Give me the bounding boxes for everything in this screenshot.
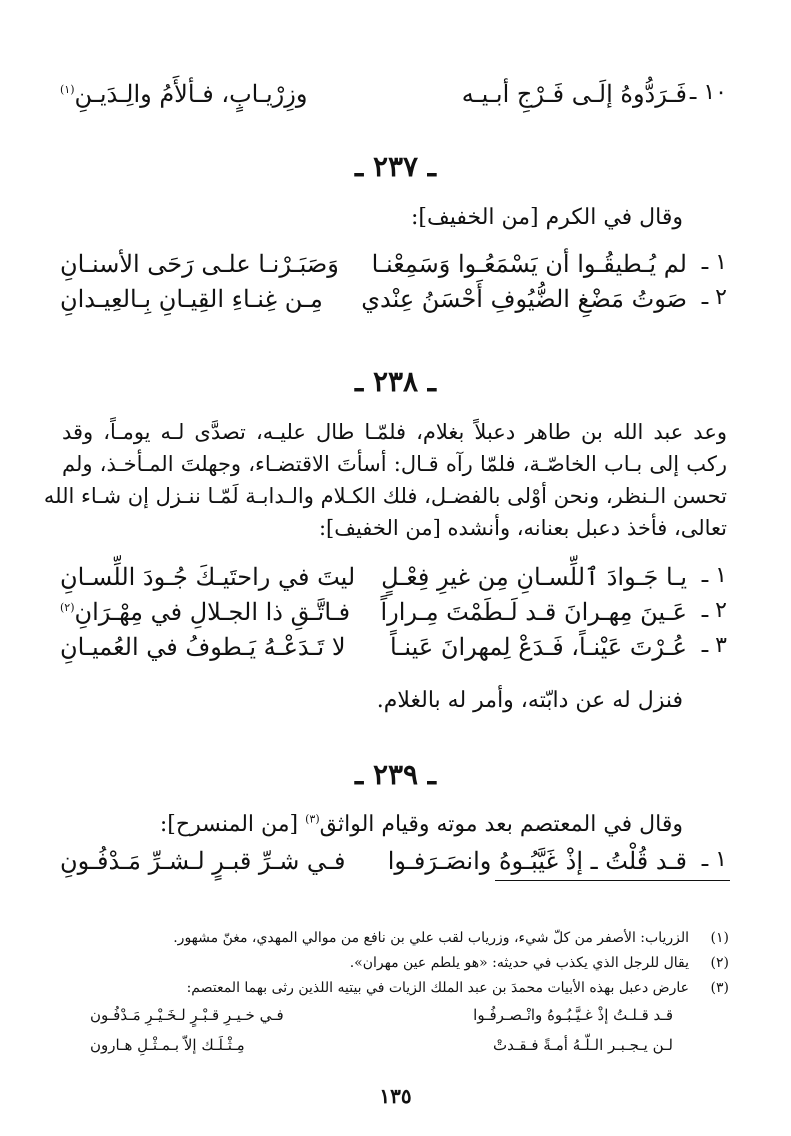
section-237-intro: وقال في الكرم [من الخفيف]:: [410, 205, 683, 230]
verse-number: ٣ ـ: [701, 633, 727, 658]
footnote-text: الزرياب: الأصفر من كلّ شيء، وزرياب لقب علي بن نافع من موالي المهدي، مغنّ مشهور.: [173, 930, 689, 946]
verse-number: ١ ـ: [701, 250, 727, 275]
footnote-text: يقال للرجل الذي يكذب في حديثه: «هو يلطم عين مهران».: [349, 955, 689, 971]
section-238-prose-line-3: تحسن الـنظر، ونحن أوْلى بالفضـل، فلك الكـلام والـدابـة لَمّـا ننـزل إن شـاء الله: [43, 484, 727, 508]
verse-238-3: [60, 633, 727, 667]
footnote-number: (١): [710, 930, 729, 946]
verse-239-1: [60, 847, 727, 881]
footnote-3: [187, 980, 729, 996]
footnote-number: (٣): [710, 980, 729, 996]
verse-hemistich-2: مِـن غِنـاءِ القِيـانِ بِـالعِيـدانِ: [60, 285, 323, 313]
section-239-intro: وقال في المعتصم بعد موته وقيام الواثق$^{(٣)}$ [من المنسرح]:: [159, 812, 683, 837]
verse-hemistich-1: فَـرَدُّوهُ إلَـى فَـرْجِ أبـيـه: [461, 80, 687, 108]
verse-number: ١ ـ: [701, 847, 727, 872]
verse-number: ٢ ـ: [701, 598, 727, 623]
verse-number: ١ ـ: [701, 563, 727, 588]
section-number-238: ـ ٢٣٨ ـ: [354, 365, 437, 398]
verse-hemistich-2: فـاتَّـقِ ذا الجـلالِ في مِهْـرَانِ$^{(٢)}$: [60, 598, 351, 626]
section-238-prose-line-1: وعد عبد الله بن طاهر دعبلاً بغلام، فلمّـا طال عليـه، تصدَّى لـه يومـاً، وقد: [62, 420, 727, 444]
footnote-verse-2: [90, 1036, 673, 1060]
verse-number: ١٠ ـ: [689, 80, 727, 105]
footnote-number: (٢): [710, 955, 729, 971]
verse-238-1: [60, 563, 727, 597]
verse-hemistich-1: صَوتُ مَضْغِ الضُّيُوفِ أَحْسَنُ عِنْدي: [361, 285, 687, 313]
verse-hemistich-1: يـا جَـوادَ ٱللِّسـانِ مِن غيرِ فِعْـلٍ: [381, 563, 687, 591]
verse-237-1: [60, 250, 727, 284]
section-238-prose-line-2: ركب إلى بـاب الخاصّـة، فلمّا رآه قـال: أسأتَ الاقتضـاء، وجهلتَ المـأخـذ، ولم: [62, 452, 727, 476]
footnote-separator: [495, 880, 730, 881]
verse-hemistich-2: وزِرْيـابٍ، فـألأَمُ والِـدَيـنِ$^{(١)}$: [60, 80, 308, 108]
section-number-239: ـ ٢٣٩ ـ: [354, 758, 437, 791]
top-verse: [60, 80, 727, 114]
section-238-closing: فنزل له عن دابّته، وأمر له بالغلام.: [376, 688, 683, 713]
footnote-1: [173, 930, 729, 946]
footnote-text: عارض دعبل بهذه الأبيات محمدَ بن عبد الملك الزيات في بيتيه اللذين رثى بهما المعتصم:: [186, 980, 689, 996]
verse-237-2: [60, 285, 727, 319]
footnote-mark: (١): [60, 83, 75, 96]
verse-number: ٢ ـ: [701, 285, 727, 310]
verse-hemistich-1: لـن يـجـبـر الـلّـهُ أمـةً فـقـدتْ: [492, 1036, 673, 1054]
verse-hemistich-1: قـد قُلْتُ ـ إذْ غَيَّبُـوهُ وانصَـرَفـوا: [387, 847, 687, 875]
section-238-prose-line-4: تعالى، فأخذ دعبل بعنانه، وأنشده [من الخفيف]:: [318, 516, 727, 540]
verse-hemistich-1: عَـينَ مِهـرانَ قـد لَـطَمْتَ مِـراراً: [380, 598, 687, 626]
verse-hemistich-2: لا تَـدَعْـهُ يَـطوفُ في العُميـانِ: [60, 633, 346, 661]
footnote-2: [350, 955, 729, 971]
footnote-mark: (٢): [60, 601, 75, 614]
verse-hemistich-2: ليتَ في راحتَيـكَ جُـودَ اللِّسـانِ: [60, 563, 356, 591]
page-number: ١٣٥: [379, 1084, 412, 1108]
verse-hemistich-2: مِـثْـلَـك إلاّ بـمـثْـلِ هـارون: [90, 1036, 245, 1054]
section-number-237: ـ ٢٣٧ ـ: [354, 150, 437, 183]
verse-hemistich-2: فـي خـيـرِ قـبْـرٍ لـخَـيْـرِ مَـدْفُـون: [90, 1006, 284, 1024]
verse-hemistich-2: وَصَبَـرْنـا علـى رَحَى الأسنـانِ: [60, 250, 339, 278]
verse-hemistich-1: قـد قـلـتُ إذْ غـيَّـبُـوهُ وانْـصـرفُـوا: [473, 1006, 673, 1024]
verse-hemistich-1: لم يُـطيقُـوا أن يَسْمَعُـوا وَسَمِعْنـا: [371, 250, 687, 278]
footnote-mark: (٣): [305, 812, 320, 826]
verse-hemistich-1: عُـرْتَ عَيْنـاً، فَـدَعْ لِمهرانَ عَينـاً: [390, 633, 687, 661]
verse-hemistich-2: فـي شـرِّ قبـرٍ لـشـرِّ مَـدْفُـونِ: [60, 847, 346, 875]
footnote-verse-1: [90, 1006, 673, 1030]
verse-238-2: [60, 598, 727, 632]
